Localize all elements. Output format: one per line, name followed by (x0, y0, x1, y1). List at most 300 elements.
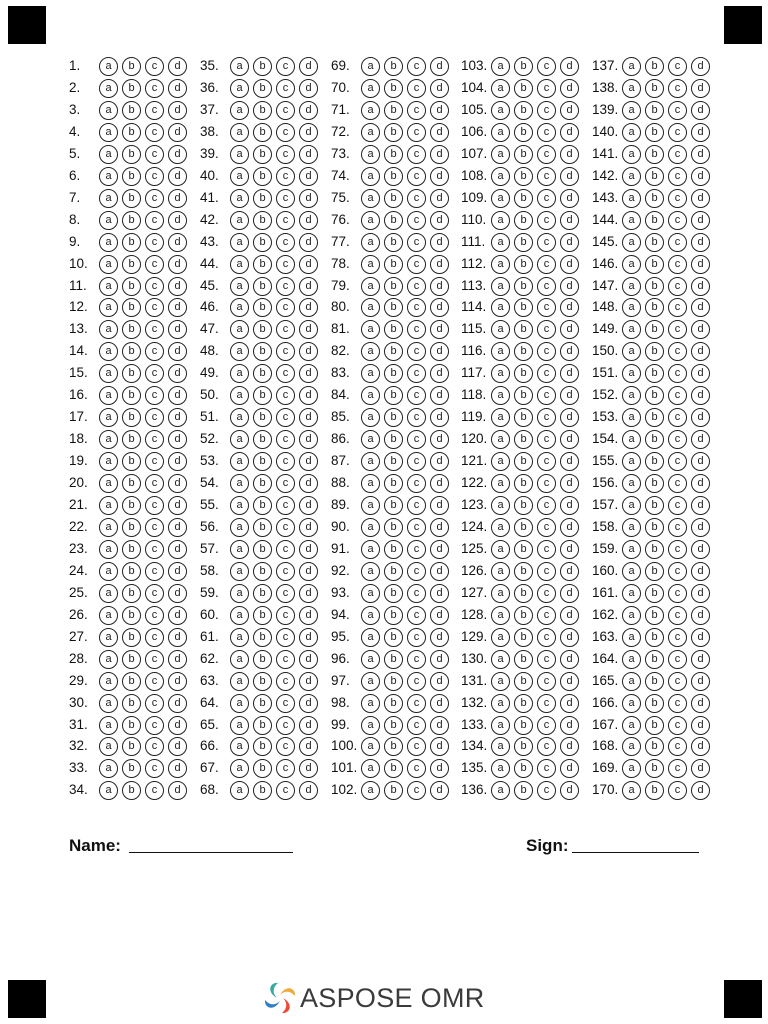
answer-bubble-d[interactable]: d (299, 606, 318, 625)
answer-bubble-c[interactable]: c (145, 167, 164, 186)
answer-bubble-b[interactable]: b (384, 430, 403, 449)
answer-bubble-b[interactable]: b (253, 189, 272, 208)
answer-bubble-b[interactable]: b (384, 145, 403, 164)
answer-bubble-c[interactable]: c (537, 759, 556, 778)
answer-bubble-a[interactable]: a (99, 320, 118, 339)
answer-bubble-d[interactable]: d (560, 650, 579, 669)
answer-bubble-d[interactable]: d (168, 694, 187, 713)
answer-bubble-d[interactable]: d (168, 540, 187, 559)
answer-bubble-a[interactable]: a (361, 57, 380, 76)
answer-bubble-b[interactable]: b (122, 474, 141, 493)
answer-bubble-a[interactable]: a (622, 408, 641, 427)
answer-bubble-d[interactable]: d (299, 562, 318, 581)
answer-bubble-c[interactable]: c (668, 386, 687, 405)
answer-bubble-d[interactable]: d (560, 342, 579, 361)
answer-bubble-c[interactable]: c (668, 211, 687, 230)
answer-bubble-d[interactable]: d (299, 452, 318, 471)
answer-bubble-d[interactable]: d (430, 474, 449, 493)
answer-bubble-b[interactable]: b (514, 342, 533, 361)
answer-bubble-a[interactable]: a (622, 189, 641, 208)
answer-bubble-c[interactable]: c (668, 737, 687, 756)
answer-bubble-a[interactable]: a (622, 716, 641, 735)
answer-bubble-d[interactable]: d (430, 672, 449, 691)
answer-bubble-c[interactable]: c (276, 430, 295, 449)
answer-bubble-c[interactable]: c (668, 123, 687, 142)
answer-bubble-b[interactable]: b (645, 496, 664, 515)
answer-bubble-c[interactable]: c (276, 211, 295, 230)
answer-bubble-a[interactable]: a (491, 452, 510, 471)
answer-bubble-a[interactable]: a (622, 233, 641, 252)
answer-bubble-c[interactable]: c (407, 430, 426, 449)
answer-bubble-a[interactable]: a (491, 57, 510, 76)
answer-bubble-c[interactable]: c (668, 452, 687, 471)
answer-bubble-b[interactable]: b (514, 759, 533, 778)
answer-bubble-b[interactable]: b (384, 386, 403, 405)
answer-bubble-b[interactable]: b (514, 255, 533, 274)
answer-bubble-d[interactable]: d (299, 167, 318, 186)
answer-bubble-c[interactable]: c (276, 386, 295, 405)
answer-bubble-b[interactable]: b (384, 759, 403, 778)
answer-bubble-a[interactable]: a (491, 167, 510, 186)
answer-bubble-b[interactable]: b (253, 716, 272, 735)
answer-bubble-b[interactable]: b (122, 189, 141, 208)
answer-bubble-a[interactable]: a (491, 277, 510, 296)
answer-bubble-d[interactable]: d (430, 386, 449, 405)
answer-bubble-b[interactable]: b (645, 540, 664, 559)
answer-bubble-a[interactable]: a (622, 496, 641, 515)
answer-bubble-d[interactable]: d (299, 298, 318, 317)
answer-bubble-b[interactable]: b (253, 452, 272, 471)
answer-bubble-d[interactable]: d (691, 342, 710, 361)
answer-bubble-c[interactable]: c (668, 496, 687, 515)
answer-bubble-c[interactable]: c (276, 255, 295, 274)
answer-bubble-d[interactable]: d (168, 430, 187, 449)
answer-bubble-b[interactable]: b (514, 716, 533, 735)
answer-bubble-c[interactable]: c (407, 650, 426, 669)
answer-bubble-c[interactable]: c (145, 496, 164, 515)
answer-bubble-b[interactable]: b (253, 474, 272, 493)
answer-bubble-d[interactable]: d (560, 189, 579, 208)
answer-bubble-a[interactable]: a (99, 79, 118, 98)
answer-bubble-d[interactable]: d (560, 298, 579, 317)
answer-bubble-a[interactable]: a (361, 518, 380, 537)
answer-bubble-b[interactable]: b (253, 364, 272, 383)
answer-bubble-d[interactable]: d (168, 101, 187, 120)
answer-bubble-c[interactable]: c (407, 628, 426, 647)
answer-bubble-a[interactable]: a (99, 759, 118, 778)
answer-bubble-d[interactable]: d (691, 540, 710, 559)
answer-bubble-a[interactable]: a (361, 606, 380, 625)
answer-bubble-d[interactable]: d (299, 364, 318, 383)
answer-bubble-a[interactable]: a (230, 255, 249, 274)
answer-bubble-c[interactable]: c (407, 145, 426, 164)
answer-bubble-c[interactable]: c (537, 211, 556, 230)
answer-bubble-c[interactable]: c (276, 167, 295, 186)
answer-bubble-a[interactable]: a (622, 211, 641, 230)
answer-bubble-d[interactable]: d (560, 452, 579, 471)
answer-bubble-a[interactable]: a (361, 650, 380, 669)
answer-bubble-d[interactable]: d (299, 255, 318, 274)
answer-bubble-a[interactable]: a (99, 167, 118, 186)
answer-bubble-d[interactable]: d (299, 759, 318, 778)
answer-bubble-a[interactable]: a (491, 737, 510, 756)
answer-bubble-b[interactable]: b (645, 57, 664, 76)
answer-bubble-a[interactable]: a (99, 101, 118, 120)
answer-bubble-b[interactable]: b (384, 189, 403, 208)
answer-bubble-d[interactable]: d (168, 584, 187, 603)
answer-bubble-a[interactable]: a (99, 430, 118, 449)
answer-bubble-c[interactable]: c (276, 759, 295, 778)
answer-bubble-a[interactable]: a (99, 189, 118, 208)
answer-bubble-a[interactable]: a (99, 716, 118, 735)
answer-bubble-c[interactable]: c (668, 606, 687, 625)
answer-bubble-b[interactable]: b (384, 781, 403, 800)
answer-bubble-d[interactable]: d (560, 606, 579, 625)
answer-bubble-c[interactable]: c (407, 211, 426, 230)
answer-bubble-d[interactable]: d (168, 759, 187, 778)
answer-bubble-c[interactable]: c (537, 277, 556, 296)
answer-bubble-b[interactable]: b (384, 233, 403, 252)
answer-bubble-a[interactable]: a (361, 452, 380, 471)
answer-bubble-a[interactable]: a (361, 167, 380, 186)
answer-bubble-a[interactable]: a (99, 474, 118, 493)
answer-bubble-b[interactable]: b (122, 628, 141, 647)
name-field-line[interactable] (129, 852, 293, 853)
answer-bubble-a[interactable]: a (99, 518, 118, 537)
answer-bubble-c[interactable]: c (407, 716, 426, 735)
answer-bubble-a[interactable]: a (361, 496, 380, 515)
answer-bubble-c[interactable]: c (276, 79, 295, 98)
answer-bubble-c[interactable]: c (668, 759, 687, 778)
answer-bubble-a[interactable]: a (361, 277, 380, 296)
answer-bubble-d[interactable]: d (299, 518, 318, 537)
answer-bubble-d[interactable]: d (430, 496, 449, 515)
answer-bubble-b[interactable]: b (122, 255, 141, 274)
answer-bubble-a[interactable]: a (99, 298, 118, 317)
answer-bubble-d[interactable]: d (168, 167, 187, 186)
answer-bubble-a[interactable]: a (230, 233, 249, 252)
answer-bubble-a[interactable]: a (491, 584, 510, 603)
answer-bubble-c[interactable]: c (407, 781, 426, 800)
answer-bubble-a[interactable]: a (622, 364, 641, 383)
answer-bubble-d[interactable]: d (560, 255, 579, 274)
answer-bubble-a[interactable]: a (361, 628, 380, 647)
answer-bubble-c[interactable]: c (276, 277, 295, 296)
answer-bubble-a[interactable]: a (230, 57, 249, 76)
answer-bubble-d[interactable]: d (168, 672, 187, 691)
answer-bubble-d[interactable]: d (560, 474, 579, 493)
answer-bubble-c[interactable]: c (407, 386, 426, 405)
answer-bubble-c[interactable]: c (668, 408, 687, 427)
answer-bubble-c[interactable]: c (537, 518, 556, 537)
answer-bubble-b[interactable]: b (253, 606, 272, 625)
answer-bubble-d[interactable]: d (691, 650, 710, 669)
answer-bubble-c[interactable]: c (276, 342, 295, 361)
answer-bubble-a[interactable]: a (491, 759, 510, 778)
answer-bubble-b[interactable]: b (122, 562, 141, 581)
answer-bubble-c[interactable]: c (407, 759, 426, 778)
answer-bubble-d[interactable]: d (299, 584, 318, 603)
answer-bubble-d[interactable]: d (560, 386, 579, 405)
answer-bubble-b[interactable]: b (514, 364, 533, 383)
answer-bubble-b[interactable]: b (384, 606, 403, 625)
answer-bubble-c[interactable]: c (537, 189, 556, 208)
answer-bubble-d[interactable]: d (299, 474, 318, 493)
answer-bubble-d[interactable]: d (430, 650, 449, 669)
answer-bubble-a[interactable]: a (491, 342, 510, 361)
answer-bubble-c[interactable]: c (145, 189, 164, 208)
answer-bubble-b[interactable]: b (122, 167, 141, 186)
answer-bubble-a[interactable]: a (230, 562, 249, 581)
answer-bubble-b[interactable]: b (122, 452, 141, 471)
answer-bubble-c[interactable]: c (407, 518, 426, 537)
answer-bubble-b[interactable]: b (253, 562, 272, 581)
answer-bubble-a[interactable]: a (361, 474, 380, 493)
answer-bubble-d[interactable]: d (691, 79, 710, 98)
answer-bubble-c[interactable]: c (276, 452, 295, 471)
answer-bubble-a[interactable]: a (622, 386, 641, 405)
answer-bubble-a[interactable]: a (230, 496, 249, 515)
answer-bubble-c[interactable]: c (145, 452, 164, 471)
answer-bubble-d[interactable]: d (430, 759, 449, 778)
answer-bubble-d[interactable]: d (299, 716, 318, 735)
answer-bubble-d[interactable]: d (430, 277, 449, 296)
answer-bubble-b[interactable]: b (122, 606, 141, 625)
answer-bubble-b[interactable]: b (514, 386, 533, 405)
answer-bubble-a[interactable]: a (361, 672, 380, 691)
answer-bubble-d[interactable]: d (430, 694, 449, 713)
answer-bubble-b[interactable]: b (645, 562, 664, 581)
answer-bubble-c[interactable]: c (668, 145, 687, 164)
answer-bubble-c[interactable]: c (145, 781, 164, 800)
answer-bubble-a[interactable]: a (230, 211, 249, 230)
answer-bubble-b[interactable]: b (514, 650, 533, 669)
answer-bubble-d[interactable]: d (168, 518, 187, 537)
answer-bubble-a[interactable]: a (230, 277, 249, 296)
answer-bubble-c[interactable]: c (276, 584, 295, 603)
answer-bubble-a[interactable]: a (99, 562, 118, 581)
answer-bubble-a[interactable]: a (230, 79, 249, 98)
answer-bubble-b[interactable]: b (122, 277, 141, 296)
answer-bubble-a[interactable]: a (99, 277, 118, 296)
answer-bubble-c[interactable]: c (537, 650, 556, 669)
answer-bubble-c[interactable]: c (537, 386, 556, 405)
answer-bubble-b[interactable]: b (122, 123, 141, 142)
answer-bubble-d[interactable]: d (691, 364, 710, 383)
answer-bubble-d[interactable]: d (691, 320, 710, 339)
answer-bubble-d[interactable]: d (430, 584, 449, 603)
answer-bubble-c[interactable]: c (145, 694, 164, 713)
answer-bubble-c[interactable]: c (537, 145, 556, 164)
answer-bubble-b[interactable]: b (645, 584, 664, 603)
answer-bubble-d[interactable]: d (691, 277, 710, 296)
answer-bubble-c[interactable]: c (145, 430, 164, 449)
answer-bubble-c[interactable]: c (407, 562, 426, 581)
answer-bubble-c[interactable]: c (537, 716, 556, 735)
answer-bubble-b[interactable]: b (384, 562, 403, 581)
answer-bubble-a[interactable]: a (491, 233, 510, 252)
answer-bubble-b[interactable]: b (122, 781, 141, 800)
answer-bubble-c[interactable]: c (668, 781, 687, 800)
answer-bubble-d[interactable]: d (168, 386, 187, 405)
answer-bubble-b[interactable]: b (384, 694, 403, 713)
answer-bubble-a[interactable]: a (622, 606, 641, 625)
answer-bubble-b[interactable]: b (122, 211, 141, 230)
answer-bubble-b[interactable]: b (253, 518, 272, 537)
answer-bubble-d[interactable]: d (168, 277, 187, 296)
answer-bubble-b[interactable]: b (253, 123, 272, 142)
answer-bubble-b[interactable]: b (645, 255, 664, 274)
answer-bubble-a[interactable]: a (622, 628, 641, 647)
answer-bubble-b[interactable]: b (122, 496, 141, 515)
answer-bubble-a[interactable]: a (491, 123, 510, 142)
answer-bubble-d[interactable]: d (691, 298, 710, 317)
answer-bubble-d[interactable]: d (691, 474, 710, 493)
answer-bubble-c[interactable]: c (276, 408, 295, 427)
answer-bubble-a[interactable]: a (622, 759, 641, 778)
answer-bubble-a[interactable]: a (230, 606, 249, 625)
answer-bubble-a[interactable]: a (491, 211, 510, 230)
answer-bubble-c[interactable]: c (276, 562, 295, 581)
answer-bubble-b[interactable]: b (514, 452, 533, 471)
answer-bubble-d[interactable]: d (691, 57, 710, 76)
answer-bubble-b[interactable]: b (645, 298, 664, 317)
answer-bubble-a[interactable]: a (230, 540, 249, 559)
answer-bubble-c[interactable]: c (537, 123, 556, 142)
answer-bubble-a[interactable]: a (622, 123, 641, 142)
answer-bubble-c[interactable]: c (276, 606, 295, 625)
answer-bubble-b[interactable]: b (253, 277, 272, 296)
answer-bubble-a[interactable]: a (361, 145, 380, 164)
answer-bubble-c[interactable]: c (668, 672, 687, 691)
answer-bubble-a[interactable]: a (230, 737, 249, 756)
answer-bubble-c[interactable]: c (407, 496, 426, 515)
answer-bubble-c[interactable]: c (145, 650, 164, 669)
answer-bubble-d[interactable]: d (430, 145, 449, 164)
answer-bubble-a[interactable]: a (361, 716, 380, 735)
answer-bubble-d[interactable]: d (691, 145, 710, 164)
answer-bubble-b[interactable]: b (122, 650, 141, 669)
answer-bubble-b[interactable]: b (253, 57, 272, 76)
answer-bubble-c[interactable]: c (276, 650, 295, 669)
answer-bubble-a[interactable]: a (361, 189, 380, 208)
answer-bubble-d[interactable]: d (691, 562, 710, 581)
answer-bubble-a[interactable]: a (230, 650, 249, 669)
answer-bubble-c[interactable]: c (537, 781, 556, 800)
answer-bubble-c[interactable]: c (668, 277, 687, 296)
answer-bubble-b[interactable]: b (122, 716, 141, 735)
answer-bubble-c[interactable]: c (276, 320, 295, 339)
answer-bubble-d[interactable]: d (430, 79, 449, 98)
answer-bubble-d[interactable]: d (560, 781, 579, 800)
answer-bubble-c[interactable]: c (537, 628, 556, 647)
answer-bubble-a[interactable]: a (491, 145, 510, 164)
answer-bubble-a[interactable]: a (361, 562, 380, 581)
answer-bubble-a[interactable]: a (361, 408, 380, 427)
answer-bubble-c[interactable]: c (537, 694, 556, 713)
answer-bubble-b[interactable]: b (122, 518, 141, 537)
answer-bubble-a[interactable]: a (230, 145, 249, 164)
answer-bubble-c[interactable]: c (537, 496, 556, 515)
answer-bubble-d[interactable]: d (560, 737, 579, 756)
answer-bubble-b[interactable]: b (384, 496, 403, 515)
answer-bubble-c[interactable]: c (407, 79, 426, 98)
answer-bubble-a[interactable]: a (491, 364, 510, 383)
answer-bubble-d[interactable]: d (560, 233, 579, 252)
answer-bubble-a[interactable]: a (99, 540, 118, 559)
answer-bubble-c[interactable]: c (537, 342, 556, 361)
answer-bubble-d[interactable]: d (299, 233, 318, 252)
answer-bubble-d[interactable]: d (168, 211, 187, 230)
answer-bubble-b[interactable]: b (122, 430, 141, 449)
answer-bubble-b[interactable]: b (253, 298, 272, 317)
answer-bubble-c[interactable]: c (145, 364, 164, 383)
answer-bubble-c[interactable]: c (668, 101, 687, 120)
answer-bubble-b[interactable]: b (645, 759, 664, 778)
answer-bubble-b[interactable]: b (253, 694, 272, 713)
answer-bubble-d[interactable]: d (691, 233, 710, 252)
answer-bubble-c[interactable]: c (276, 694, 295, 713)
answer-bubble-a[interactable]: a (622, 320, 641, 339)
answer-bubble-c[interactable]: c (145, 672, 164, 691)
answer-bubble-d[interactable]: d (691, 584, 710, 603)
answer-bubble-c[interactable]: c (276, 189, 295, 208)
answer-bubble-d[interactable]: d (299, 737, 318, 756)
answer-bubble-b[interactable]: b (645, 211, 664, 230)
answer-bubble-b[interactable]: b (384, 123, 403, 142)
answer-bubble-b[interactable]: b (514, 562, 533, 581)
answer-bubble-c[interactable]: c (276, 474, 295, 493)
answer-bubble-c[interactable]: c (668, 79, 687, 98)
answer-bubble-b[interactable]: b (384, 57, 403, 76)
answer-bubble-c[interactable]: c (145, 342, 164, 361)
answer-bubble-b[interactable]: b (122, 408, 141, 427)
answer-bubble-a[interactable]: a (99, 672, 118, 691)
answer-bubble-a[interactable]: a (230, 694, 249, 713)
answer-bubble-c[interactable]: c (668, 233, 687, 252)
answer-bubble-d[interactable]: d (168, 452, 187, 471)
answer-bubble-b[interactable]: b (122, 364, 141, 383)
answer-bubble-b[interactable]: b (514, 79, 533, 98)
answer-bubble-d[interactable]: d (560, 759, 579, 778)
answer-bubble-a[interactable]: a (491, 496, 510, 515)
answer-bubble-a[interactable]: a (622, 57, 641, 76)
answer-bubble-d[interactable]: d (560, 277, 579, 296)
answer-bubble-b[interactable]: b (645, 781, 664, 800)
answer-bubble-b[interactable]: b (645, 694, 664, 713)
answer-bubble-d[interactable]: d (560, 79, 579, 98)
answer-bubble-d[interactable]: d (430, 57, 449, 76)
answer-bubble-b[interactable]: b (645, 233, 664, 252)
answer-bubble-a[interactable]: a (99, 233, 118, 252)
answer-bubble-c[interactable]: c (145, 277, 164, 296)
answer-bubble-b[interactable]: b (514, 101, 533, 120)
answer-bubble-c[interactable]: c (145, 320, 164, 339)
answer-bubble-d[interactable]: d (691, 694, 710, 713)
answer-bubble-a[interactable]: a (99, 606, 118, 625)
answer-bubble-b[interactable]: b (514, 672, 533, 691)
answer-bubble-b[interactable]: b (122, 145, 141, 164)
answer-bubble-d[interactable]: d (299, 277, 318, 296)
answer-bubble-b[interactable]: b (122, 57, 141, 76)
answer-bubble-b[interactable]: b (384, 298, 403, 317)
answer-bubble-d[interactable]: d (430, 233, 449, 252)
answer-bubble-a[interactable]: a (361, 386, 380, 405)
answer-bubble-c[interactable]: c (407, 694, 426, 713)
answer-bubble-b[interactable]: b (514, 430, 533, 449)
answer-bubble-b[interactable]: b (645, 101, 664, 120)
answer-bubble-c[interactable]: c (407, 255, 426, 274)
